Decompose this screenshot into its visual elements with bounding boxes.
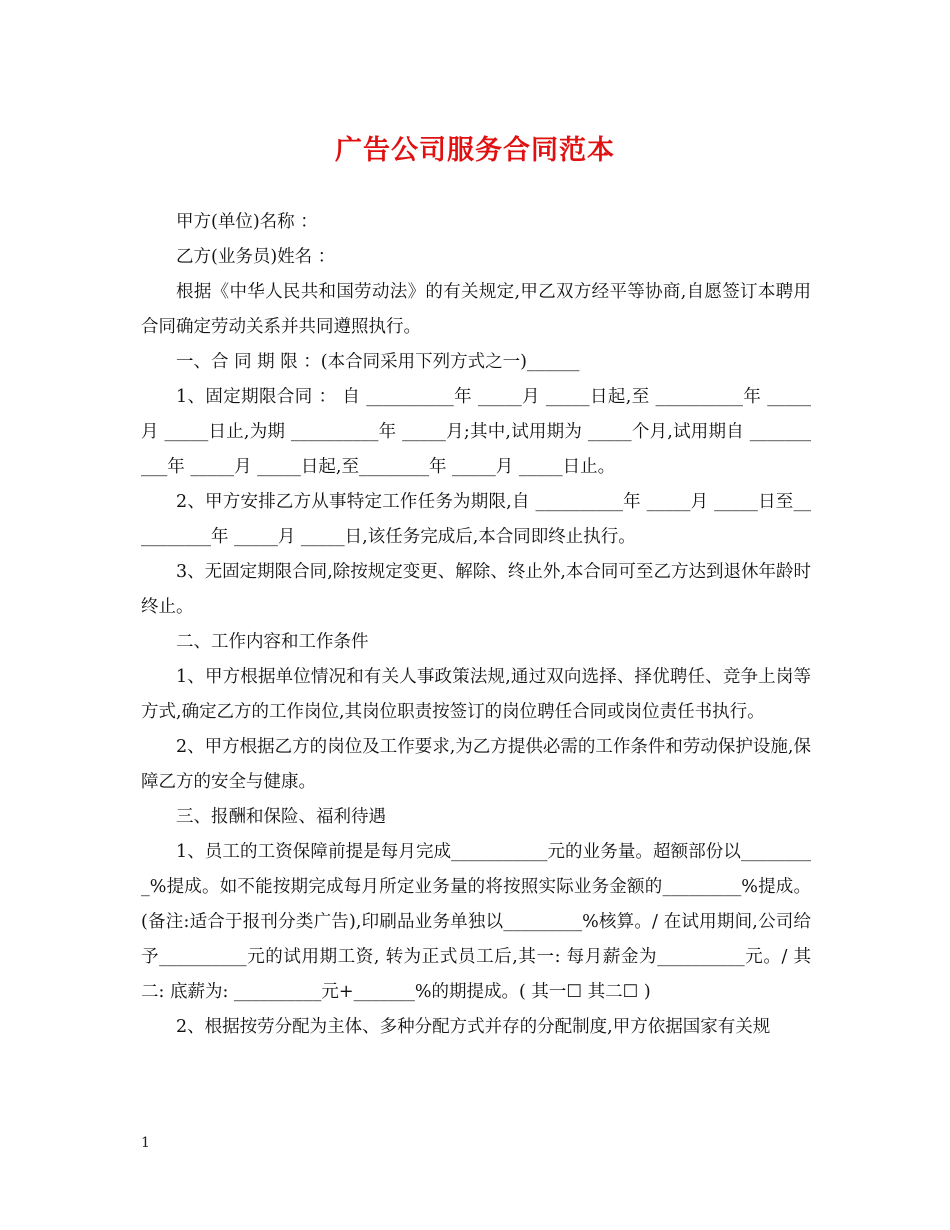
clause-open-term: 3、无固定期限合同,除按规定变更、解除、终止外,本合同可至乙方达到退休年龄时终止。 xyxy=(141,562,811,617)
clause-task-term: 2、甲方安排乙方从事特定工作任务为期限,自 __________年 _____月 _____日至__________年 _____月 _____日,该任务完成后,本合同即终止执行。 xyxy=(141,492,811,547)
party-a-name-line: 甲方(单位)名称 ： xyxy=(176,212,318,232)
clause-salary-commission: 1、员工的工资保障前提是每月完成___________元的业务量。超额部份以_________%提成。如不能按期完成每月所定业务量的将按照实际业务金额的_________%提成。(备注:适合于报刊分类广告),印刷品业务单独以_________%核算。/ 在试用期间,公司给予__________元的试用期工资, 转为正式员工后,其一: 每月薪金为__________元。/ 其二: 底薪为: __________元+_______%的期提成。( 其一☐ 其二☐ ) xyxy=(141,842,811,1002)
document-title: 广告公司服务合同范本 xyxy=(335,135,615,166)
clause-work-position: 1、甲方根据单位情况和有关人事政策法规,通过双向选择、择优聘任、竞争上岗等方式,确定乙方的工作岗位,其岗位职责按签订的岗位聘任合同或岗位责任书执行。 xyxy=(141,667,811,722)
section-heading-work-content: 二、工作内容和工作条件 xyxy=(176,632,369,652)
party-b-name-line: 乙方(业务员)姓名 ： xyxy=(176,247,336,267)
section-heading-compensation: 三、报酬和保险、福利待遇 xyxy=(176,807,386,827)
section-heading-contract-term: 一、合 同 期 限 ：(本合同采用下列方式之一)______ xyxy=(176,352,580,372)
document-body xyxy=(141,205,811,1045)
clause-work-conditions: 2、甲方根据乙方的岗位及工作要求,为乙方提供必需的工作条件和劳动保护设施,保障乙方的安全与健康。 xyxy=(141,737,811,792)
page-number: 1 xyxy=(141,1135,150,1151)
clause-distribution: 2、根据按劳分配为主体、多种分配方式并存的分配制度,甲方依据国家有关规 xyxy=(176,1017,771,1037)
preamble-paragraph: 根据《中华人民共和国劳动法》的有关规定,甲乙双方经平等协商,自愿签订本聘用合同确定劳动关系并共同遵照执行。 xyxy=(141,282,811,337)
clause-fixed-term: 1、固定期限合同 ： 自 __________年 _____月 _____日起,至 __________年 _____月 _____日止,为期 __________年 _____月;其中,试用期为 _____个月,试用期自 __________年 _____月 _____日起,至________年 _____月 _____日止。 xyxy=(141,387,811,477)
